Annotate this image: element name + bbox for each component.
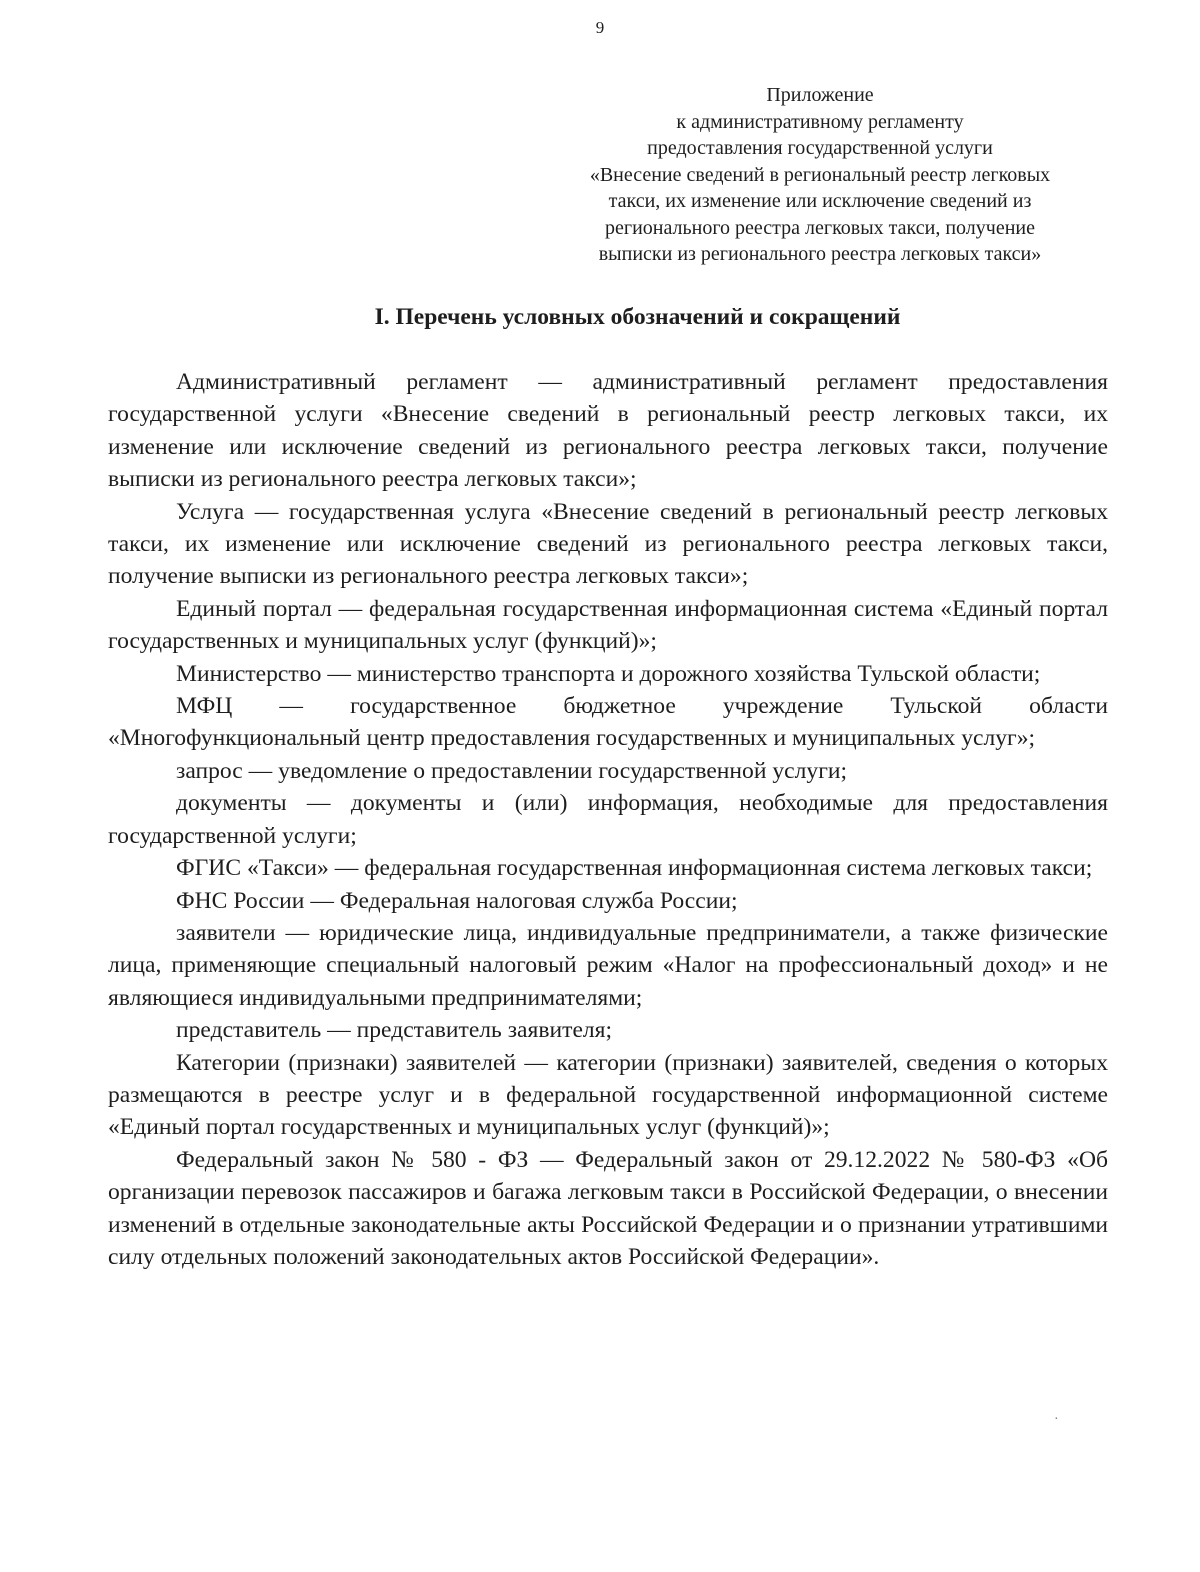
page-number: 9 [595, 18, 605, 37]
definition-paragraph: МФЦ — государственное бюджетное учреждение Тульской области «Многофункциональный центр предоставления государственных и муниципальных услуг»; [108, 693, 1108, 752]
definition-paragraph: Единый портал — федеральная государственная информационная система «Единый портал государственных и муниципальных услуг (функций)»; [108, 595, 1108, 655]
definition-paragraph: документы — документы и (или) информация, необходимые для предоставления государственной услуги; [108, 790, 1108, 849]
appendix-line: «Внесение сведений в региональный реестр легковых [589, 163, 1051, 186]
appendix-line: выписки из регионального реестра легковых такси» [598, 243, 1042, 265]
appendix-line: к административному регламенту [676, 110, 964, 133]
appendix-header [520, 82, 1120, 268]
definition-paragraph: Министерство — министерство транспорта и дорожного хозяйства Тульской области; [176, 660, 1041, 687]
definition-paragraph: Категории (признаки) заявителей — категории (признаки) заявителей, сведения о которых размещаются в реестре услуг и в федеральной государственной информационной системе «Единый портал государственных и муниципальных услуг (функций)»; [108, 1049, 1108, 1141]
definition-paragraph: представитель — представитель заявителя; [176, 1017, 613, 1044]
definitions-list [108, 366, 1108, 1273]
definition-paragraph: запрос — уведомление о предоставлении государственной услуги; [176, 757, 848, 784]
scan-speck: · [1054, 1412, 1059, 1427]
definition-paragraph: ФГИС «Такси» — федеральная государственная информационная система легковых такси; [176, 855, 1093, 882]
definition-paragraph: заявители — юридические лица, индивидуальные предприниматели, а также физические лица, применяющие специальный налоговый режим «Налог на профессиональный доход» и не являющиеся индивидуальными предпринимателями; [108, 919, 1108, 1011]
definition-paragraph: ФНС России — Федеральная налоговая служба России; [176, 887, 738, 914]
definition-paragraph: Административный регламент — административный регламент предоставления государственной услуги «Внесение сведений в региональный реестр легковых такси, их изменение или исключение сведений из регионального реестра легковых такси, получение выписки из регионального реестра легковых такси»; [108, 369, 1108, 493]
definition-paragraph: Услуга — государственная услуга «Внесение сведений в региональный реестр легковых такси, их изменение или исключение сведений из регионального реестра легковых такси, получение выписки из регионального реестра легковых такси»; [108, 498, 1108, 590]
section-title: I. Перечень условных обозначений и сокращений [374, 304, 901, 330]
appendix-line: Приложение [766, 84, 874, 106]
appendix-line: регионального реестра легковых такси, получение [605, 216, 1035, 239]
appendix-line: предоставления государственной услуги [647, 137, 993, 159]
definition-paragraph: Федеральный закон № 580 - ФЗ — Федеральный закон от 29.12.2022 № 580-ФЗ «Об организации перевозок пассажиров и багажа легковым такси в Российской Федерации, о внесении изменений в отдельные законодательные акты Российской Федерации и о признании утратившими силу отдельных положений законодательных актов Российской Федерации». [108, 1146, 1108, 1270]
appendix-line: такси, их изменение или исключение сведений из [608, 190, 1032, 212]
